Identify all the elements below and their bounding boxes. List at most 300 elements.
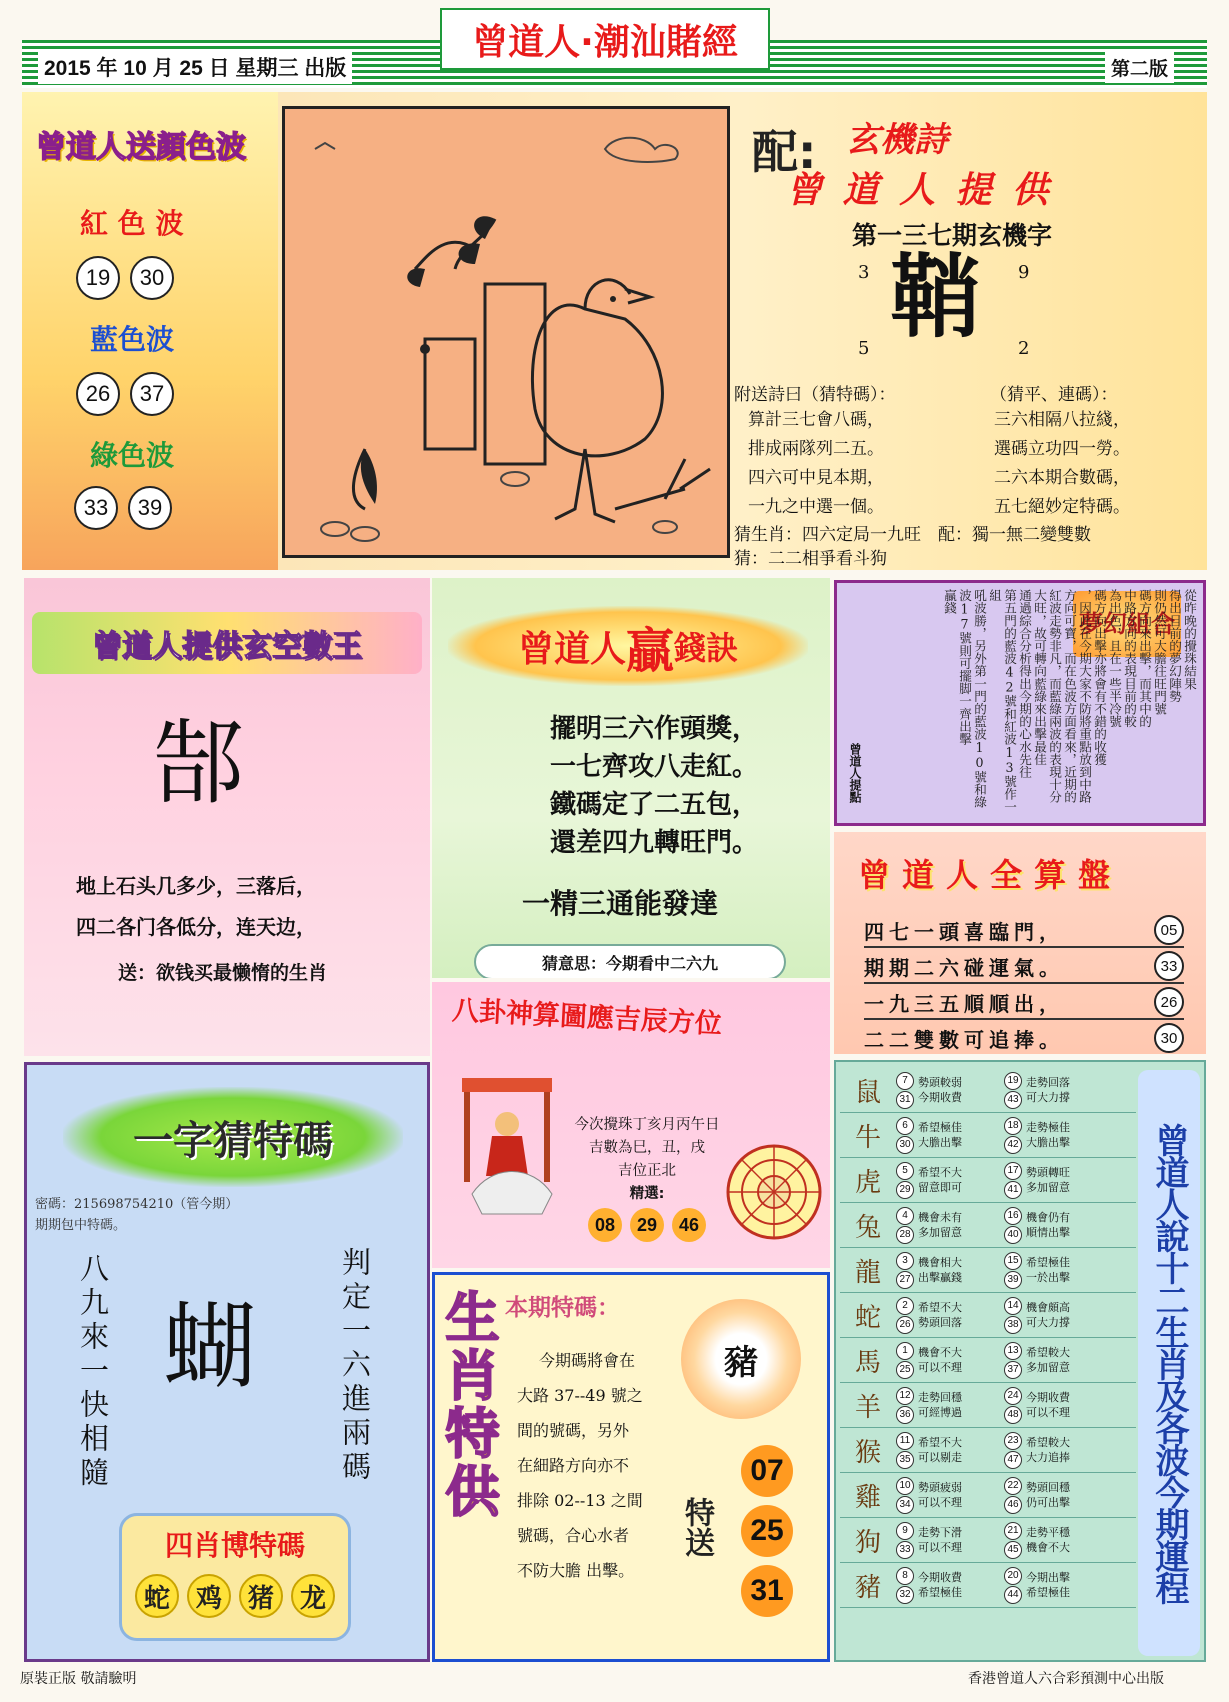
fortune-number: 11	[896, 1432, 914, 1450]
dream-column: 第五門的藍波42號和紅波13號作一組	[987, 589, 1017, 813]
pick-ball: 08	[588, 1208, 622, 1242]
fortune-text: 仍可出擊	[1026, 1496, 1070, 1509]
fortune-number: 29	[896, 1181, 914, 1199]
fortune-text: 希望極佳	[1026, 1586, 1070, 1599]
xuankong-char: 郜	[152, 710, 245, 817]
fortune-text-pair	[1022, 1300, 1112, 1330]
red-wave-numbers	[76, 256, 278, 300]
poem-num-bl: 5	[858, 338, 870, 359]
fortune-number: 26	[896, 1316, 914, 1334]
fortune-number: 23	[1004, 1432, 1022, 1450]
fortune-number: 36	[896, 1406, 914, 1424]
fortune-text: 多加留意	[1026, 1361, 1070, 1374]
win-title-a: 曾道人	[517, 628, 626, 670]
bird-illustration	[282, 106, 730, 558]
fortune-text-pair	[914, 1120, 1004, 1150]
win-hint: 猜意思：今期看中二六九	[541, 953, 718, 973]
abacus-number: 26	[1154, 987, 1184, 1017]
fortune-number: 16	[1004, 1207, 1022, 1225]
fortune-text: 可以不理	[918, 1541, 962, 1554]
fortune-text: 希望極佳	[1026, 1256, 1070, 1269]
fortune-text: 希望不大	[918, 1301, 962, 1314]
dream-column: 波17號則可擺脚一齊出擊	[957, 589, 972, 745]
poem-line: 算計三七會八碼，	[748, 410, 884, 430]
one-char-panel	[24, 1062, 430, 1662]
fortune-row	[840, 1383, 1136, 1428]
fortune-number: 32	[896, 1586, 914, 1604]
poem-num-tr: 9	[1018, 262, 1030, 283]
special-line: 間的號碼，另外	[517, 1421, 630, 1440]
fortune-text: 走勢平穩	[1026, 1526, 1070, 1539]
fortune-num-pair	[896, 1207, 914, 1244]
fortune-row	[840, 1158, 1136, 1203]
fortune-text-pair	[914, 1390, 1004, 1420]
masthead-box	[440, 8, 770, 70]
abacus-panel	[834, 832, 1206, 1054]
poem-line: 四六可中見本期，	[748, 468, 884, 488]
animal-icon: 狗	[854, 1527, 881, 1558]
fortune-number: 5	[896, 1162, 914, 1180]
poem-left-head: 附送詩曰（猜特碼）：	[734, 385, 896, 405]
xuankong-line: 四二各门各低分，连天边，	[76, 915, 316, 939]
red-ball: 30	[130, 256, 174, 300]
blue-ball: 37	[130, 372, 174, 416]
masthead-title: 曾道人·潮汕賭經	[472, 21, 738, 63]
fortune-num-pair	[896, 1432, 914, 1469]
warrior-figure	[452, 1074, 562, 1224]
special-line: 在細路方向亦不	[517, 1456, 630, 1475]
zodiac-flower	[681, 1299, 801, 1419]
animal-icon: 猴	[854, 1437, 881, 1468]
fortune-text: 希望極佳	[918, 1121, 962, 1134]
fortune-number: 14	[1004, 1297, 1022, 1315]
fortune-number: 15	[1004, 1252, 1022, 1270]
dream-column: 贏錢	[942, 589, 957, 615]
fortune-text-pair	[1022, 1390, 1112, 1420]
fortune-number: 48	[1004, 1406, 1022, 1424]
abacus-row	[864, 914, 1184, 948]
fortune-text: 機會不大	[918, 1346, 962, 1359]
dream-text	[942, 589, 1197, 817]
win-formula-panel	[432, 578, 830, 978]
fortune-number: 9	[896, 1522, 914, 1540]
poem-char: 鞘	[890, 244, 980, 350]
one-char-right: 判定一六進兩碼	[338, 1247, 372, 1485]
blue-ball: 26	[76, 372, 120, 416]
xuankong-title-bar	[32, 612, 422, 674]
fortune-num-pair	[1004, 1342, 1022, 1379]
zodiac-special-panel	[432, 1272, 830, 1662]
fortune-text: 大膽出擊	[1026, 1136, 1070, 1149]
xuankong-panel	[24, 578, 430, 1056]
fortune-num-pair	[1004, 1567, 1022, 1604]
dream-column: 為出色，且在一些半冷號	[1107, 589, 1122, 728]
dream-panel	[834, 580, 1206, 826]
fortune-text: 勢頭轉旺	[1026, 1166, 1070, 1179]
fortune-num-pair	[896, 1342, 914, 1379]
poem-guess-line: 猜：二二相爭看斗狗	[734, 549, 887, 569]
fortune-number: 18	[1004, 1117, 1022, 1135]
dream-column: 方向可寶，而在色波方面看來，近期的	[1062, 589, 1077, 804]
zodiac-ball: 蛇	[135, 1574, 179, 1618]
poem-pei: 配:	[752, 125, 817, 179]
fortune-number: 24	[1004, 1387, 1022, 1405]
zodiac-ball: 龙	[291, 1574, 335, 1618]
fortune-number: 1	[896, 1342, 914, 1360]
fortune-text: 勢頭回穩	[1026, 1481, 1070, 1494]
fortune-number: 22	[1004, 1477, 1022, 1495]
fortune-text: 機會未有	[918, 1211, 962, 1224]
poem-line: 排成兩隊列二五。	[748, 439, 884, 459]
special-line: 排除 02--13 之間	[517, 1491, 643, 1510]
fortune-row	[840, 1293, 1136, 1338]
fortune-text: 走勢回落	[1026, 1076, 1070, 1089]
pick-ball: 29	[630, 1208, 664, 1242]
poem-title: 玄機詩	[846, 120, 948, 160]
poem-subtitle: 第一三七期玄機字	[852, 221, 1053, 250]
fortune-number: 41	[1004, 1181, 1022, 1199]
poem-num-tl: 3	[858, 262, 870, 283]
fortune-number: 8	[896, 1567, 914, 1585]
green-ball: 33	[74, 486, 118, 530]
fortune-number: 42	[1004, 1136, 1022, 1154]
fortune-text: 可大力撐	[1026, 1316, 1070, 1329]
zodiac-special-side: 生肖特供	[437, 1289, 500, 1521]
fortune-text: 機會仍有	[1026, 1211, 1070, 1224]
fortune-number: 40	[1004, 1226, 1022, 1244]
fortune-text: 一於出擊	[1026, 1271, 1070, 1284]
fortune-number: 17	[1004, 1162, 1022, 1180]
fortune-text: 機會頗高	[1026, 1301, 1070, 1314]
dream-column: 中路方向的表現目前的較	[1122, 589, 1137, 728]
animal-icon: 兔	[854, 1212, 881, 1243]
fortune-number: 37	[1004, 1361, 1022, 1379]
poem-right-lines	[994, 406, 1130, 522]
abacus-number: 30	[1154, 1023, 1184, 1053]
abacus-row	[864, 986, 1184, 1020]
poem-panel	[278, 92, 1207, 570]
red-ball: 19	[76, 256, 120, 300]
fortune-number: 34	[896, 1496, 914, 1514]
fortune-text-pair	[914, 1480, 1004, 1510]
win-formula-burst	[448, 606, 808, 686]
poem-line: 選碼立功四一勞。	[994, 439, 1130, 459]
fortune-text: 可以不理	[918, 1496, 962, 1509]
footer-left: 原裝正版 敬請驗明	[20, 1671, 137, 1687]
bagua-panel	[432, 982, 830, 1268]
special-line: 號碼，合心水者	[517, 1526, 630, 1545]
fortune-number: 3	[896, 1252, 914, 1270]
fortune-number: 30	[896, 1136, 914, 1154]
red-wave-label: 紅 色 波	[80, 207, 184, 240]
fortune-text: 多加留意	[1026, 1181, 1070, 1194]
bagua-picks	[562, 1208, 732, 1242]
fortune-number: 6	[896, 1117, 914, 1135]
abacus-title: 曾道人全算盤	[858, 856, 1123, 894]
abacus-number: 05	[1154, 915, 1184, 945]
fortune-text: 希望較大	[1026, 1346, 1070, 1359]
fortune-text: 希望較大	[1026, 1436, 1070, 1449]
fortune-num-pair	[1004, 1117, 1022, 1154]
bagua-pick-label: 精選:	[629, 1186, 665, 1202]
fortune-text-pair	[914, 1435, 1004, 1465]
fortune-number: 31	[896, 1091, 914, 1109]
fortune-text: 勢頭回落	[918, 1316, 962, 1329]
fortune-number: 2	[896, 1297, 914, 1315]
fortune-text: 大力追捧	[1026, 1451, 1070, 1464]
fortune-text-pair	[914, 1255, 1004, 1285]
fortune-number: 20	[1004, 1567, 1022, 1585]
fortune-text: 出擊贏錢	[918, 1271, 962, 1284]
win-hint-box	[474, 944, 786, 978]
fortune-number: 35	[896, 1451, 914, 1469]
fortune-text-pair	[1022, 1435, 1112, 1465]
fortune-number: 27	[896, 1271, 914, 1289]
poem-right-head: （猜平、連碼）：	[990, 385, 1118, 405]
zodiac-special-animal: 豬	[724, 1342, 758, 1383]
animal-icon: 龍	[854, 1257, 881, 1288]
fortune-num-pair	[1004, 1477, 1022, 1514]
fortune-row	[840, 1068, 1136, 1113]
edition-label: 第二版	[1105, 52, 1174, 83]
fortune-num-pair	[1004, 1252, 1022, 1289]
fortune-text-pair	[1022, 1345, 1112, 1375]
poem-line: 二六本期合數碼，	[994, 468, 1130, 488]
win-line: 一七齊攻八走紅。	[550, 752, 759, 782]
animal-icon: 牛	[854, 1122, 881, 1153]
fortune-number: 13	[1004, 1342, 1022, 1360]
fortune-number: 12	[896, 1387, 914, 1405]
dream-column: 碼方向出擊亦將會有不錯的收獲	[1092, 589, 1107, 766]
one-char-glyph: 蝴	[163, 1293, 258, 1402]
dream-column: 紅波走勢非凡，而藍綠兩波的表現十分	[1047, 589, 1062, 804]
special-ball: 31	[741, 1565, 793, 1617]
abacus-text: 二二雙數可追捧。	[864, 1027, 1064, 1052]
fortune-number: 4	[896, 1207, 914, 1225]
four-zodiac-box	[119, 1513, 351, 1641]
dream-sign: 曾道人提點	[848, 743, 862, 803]
fortune-row	[840, 1113, 1136, 1158]
fortune-text-pair	[914, 1165, 1004, 1195]
animal-icon: 蛇	[854, 1302, 881, 1333]
fortune-text-pair	[1022, 1210, 1112, 1240]
fortune-number: 46	[1004, 1496, 1022, 1514]
one-char-code: 密碼：215698754210（管今期）	[35, 1197, 239, 1212]
fortune-text-pair	[914, 1570, 1004, 1600]
one-char-left: 八九來一快相隨	[76, 1253, 110, 1491]
poem-left-lines	[748, 406, 884, 522]
zodiac-special-nums	[741, 1445, 793, 1617]
fortune-text: 今期出擊	[1026, 1571, 1070, 1584]
fortune-text: 機會不大	[1026, 1541, 1070, 1554]
zodiac-ball: 猪	[239, 1574, 283, 1618]
animal-icon: 羊	[854, 1392, 881, 1423]
fortune-number: 21	[1004, 1522, 1022, 1540]
fortune-num-pair	[896, 1567, 914, 1604]
fortune-text: 走勢極佳	[1026, 1121, 1070, 1134]
dream-column: 吼波勝，另外第一門的藍波10號和綠	[972, 589, 987, 808]
dream-column: ，因此在今期大家不防將重點放到中路	[1077, 589, 1092, 804]
fortune-text: 希望不大	[918, 1166, 962, 1179]
colour-wave-panel	[22, 92, 278, 570]
fortune-num-pair	[896, 1252, 914, 1289]
fortune-text: 機會相大	[918, 1256, 962, 1269]
abacus-text: 一九三五順順出，	[864, 991, 1064, 1016]
fortune-number: 44	[1004, 1586, 1022, 1604]
win-tagline: 一精三通能發達	[522, 887, 719, 920]
fortune-rows	[840, 1068, 1136, 1608]
poem-num-br: 2	[1018, 338, 1030, 359]
fortune-num-pair	[1004, 1387, 1022, 1424]
fortune-text: 可以剔走	[918, 1451, 962, 1464]
dream-column: 則仍然可大膽往旺門號	[1152, 589, 1167, 715]
abacus-rows	[864, 914, 1206, 1054]
fortune-number: 10	[896, 1477, 914, 1495]
fortune-text-pair	[1022, 1570, 1112, 1600]
fortune-num-pair	[1004, 1072, 1022, 1109]
fortune-row	[840, 1203, 1136, 1248]
fortune-text: 多加留意	[918, 1226, 962, 1239]
fortune-num-pair	[1004, 1162, 1022, 1199]
xuankong-title: 曾道人提供玄空數王	[92, 629, 362, 664]
fortune-text-pair	[1022, 1120, 1112, 1150]
fortune-num-pair	[1004, 1432, 1022, 1469]
fortune-text: 可以不理	[918, 1361, 962, 1374]
win-line: 還差四九轉旺門。	[550, 828, 759, 858]
pick-ball: 46	[672, 1208, 706, 1242]
poem-line: 一九之中選一個。	[748, 497, 884, 517]
fortune-side-title: 曾道人說十二生肖及各波今期運程	[1138, 1070, 1200, 1656]
zodiac-special-title: 本期特碼：	[505, 1295, 620, 1321]
dream-title: 夢幻組合	[1073, 591, 1181, 657]
fortune-row	[840, 1473, 1136, 1518]
bagua-wheel-icon	[724, 1142, 824, 1242]
fortune-num-pair	[1004, 1297, 1022, 1334]
fortune-row	[840, 1248, 1136, 1293]
fortune-num-pair	[1004, 1207, 1022, 1244]
fortune-text: 可大力撐	[1026, 1091, 1070, 1104]
fortune-text-pair	[914, 1075, 1004, 1105]
bagua-info	[562, 1114, 732, 1242]
fortune-text: 可以不理	[1026, 1406, 1070, 1419]
animal-icon: 鼠	[854, 1077, 881, 1108]
dream-column: 碼方向來出擊，而其中的	[1137, 589, 1152, 728]
fortune-text-pair	[1022, 1255, 1112, 1285]
fortune-text: 順情出擊	[1026, 1226, 1070, 1239]
fortune-text-pair	[1022, 1165, 1112, 1195]
one-char-title: 一字猜特碼	[133, 1117, 333, 1164]
fortune-text-pair	[914, 1210, 1004, 1240]
blue-wave-numbers	[76, 372, 278, 416]
one-char-sub: 期期包中特碼。	[35, 1218, 127, 1233]
animal-icon: 馬	[854, 1347, 881, 1378]
dream-column: 從昨晚的攪珠結果	[1182, 589, 1197, 690]
four-zodiac-balls	[122, 1574, 348, 1618]
win-title-c: 錢訣	[674, 629, 739, 667]
animal-icon: 雞	[854, 1482, 881, 1513]
animal-icon: 虎	[854, 1167, 881, 1198]
bagua-title: 八卦神算圖應吉辰方位	[451, 995, 723, 1041]
footer-right: 香港曾道人六合彩預測中心出版	[968, 1671, 1164, 1687]
fortune-text-pair	[914, 1525, 1004, 1555]
zodiac-special-send: 特送	[679, 1497, 714, 1557]
abacus-text: 四七一頭喜臨門，	[864, 919, 1064, 944]
fortune-num-pair	[896, 1162, 914, 1199]
win-lines	[550, 710, 830, 862]
fortune-number: 19	[1004, 1072, 1022, 1090]
fortune-num-pair	[896, 1117, 914, 1154]
abacus-text: 期期二六碰運氣。	[864, 955, 1064, 980]
bagua-line: 今次攪珠丁亥月丙午日	[574, 1117, 720, 1133]
green-wave-numbers	[74, 486, 278, 530]
fortune-number: 33	[896, 1541, 914, 1559]
fortune-text: 留意即可	[918, 1181, 962, 1194]
dream-column: 得出目前的夢幻陣勢	[1167, 589, 1182, 703]
special-line: 今期碼將會在	[539, 1351, 636, 1370]
fortune-text-pair	[1022, 1525, 1112, 1555]
fortune-text: 走勢回穩	[918, 1391, 962, 1404]
fortune-panel	[834, 1060, 1206, 1662]
issue-date: 2015 年 10 月 25 日 星期三 出版	[38, 50, 352, 84]
four-zodiac-title: 四肖博特碼	[164, 1529, 305, 1562]
fortune-number: 28	[896, 1226, 914, 1244]
fortune-text-pair	[1022, 1480, 1112, 1510]
fortune-row	[840, 1428, 1136, 1473]
fortune-num-pair	[896, 1297, 914, 1334]
win-line: 鐵碼定了二五包，	[550, 790, 759, 820]
win-line: 擺明三六作頭獎，	[550, 714, 759, 744]
fortune-text: 今期收費	[1026, 1391, 1070, 1404]
fortune-row	[840, 1338, 1136, 1383]
fortune-num-pair	[896, 1522, 914, 1559]
fortune-num-pair	[896, 1477, 914, 1514]
poem-zodiac-line: 猜生肖：四六定局一九旺 配：獨一無二變雙數	[734, 525, 1091, 545]
fortune-num-pair	[896, 1387, 914, 1424]
abacus-number: 33	[1154, 951, 1184, 981]
green-ball: 39	[128, 486, 172, 530]
abacus-row	[864, 1022, 1184, 1054]
fortune-number: 43	[1004, 1091, 1022, 1109]
abacus-row	[864, 950, 1184, 984]
win-title-b: 贏	[625, 622, 674, 679]
fortune-text: 希望極佳	[918, 1586, 962, 1599]
special-line: 大路 37--49 號之	[517, 1386, 643, 1405]
bagua-line: 吉數為巳，丑，戌	[589, 1140, 705, 1156]
fortune-num-pair	[1004, 1522, 1022, 1559]
fortune-number: 45	[1004, 1541, 1022, 1559]
fortune-text: 勢頭疲弱	[918, 1481, 962, 1494]
special-line: 不防大膽 出擊。	[517, 1561, 635, 1580]
fortune-text: 大膽出擊	[918, 1136, 962, 1149]
fortune-text: 今期收費	[918, 1091, 962, 1104]
fortune-text-pair	[914, 1345, 1004, 1375]
special-ball: 07	[741, 1445, 793, 1497]
fortune-text-pair	[1022, 1075, 1112, 1105]
fortune-text: 可經博過	[918, 1406, 962, 1419]
xuankong-line: 地上石头几多少，三落后，	[76, 874, 316, 898]
dream-column: 大旺，故可轉向藍綠來出擊最佳	[1032, 589, 1047, 766]
fortune-text: 希望不大	[918, 1436, 962, 1449]
one-char-burst	[63, 1087, 403, 1187]
fortune-text: 勢頭較弱	[918, 1076, 962, 1089]
fortune-row	[840, 1563, 1136, 1608]
poem-line: 三六相隔八拉綫，	[994, 410, 1130, 430]
dream-column: 通過綜合分析得出今期的心水先往	[1017, 589, 1032, 778]
green-wave-label: 綠色波	[90, 439, 175, 472]
fortune-text: 走勢下滑	[918, 1526, 962, 1539]
bird-drawing	[285, 109, 727, 555]
fortune-num-pair	[896, 1072, 914, 1109]
